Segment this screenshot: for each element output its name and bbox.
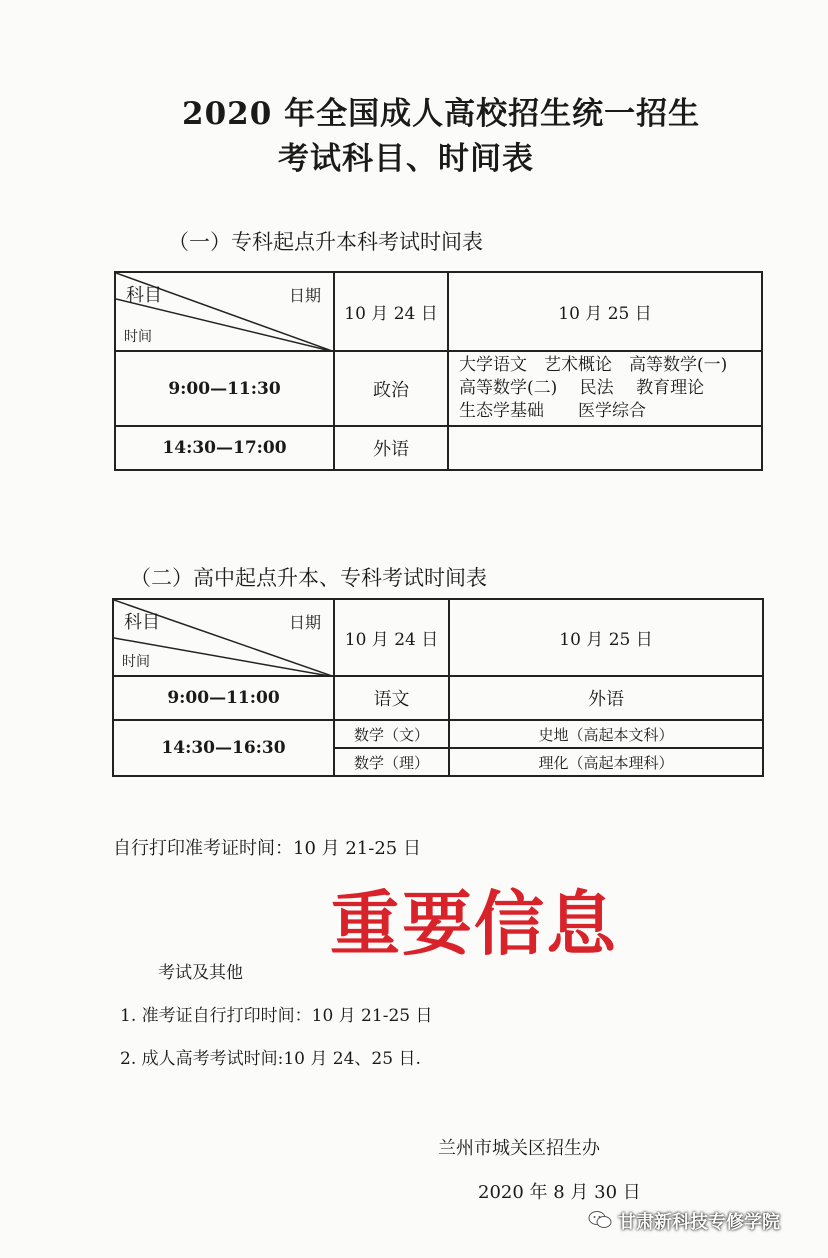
subject-label: 科目 [126,285,162,306]
time-label: 时间 [122,654,150,670]
wechat-icon [588,1210,612,1230]
watermark-text: 甘肃新科技专修学院 [618,1212,780,1233]
table2-row1-day1: 语文 [334,676,449,720]
table1-row1-time: 9:00—11:30 [115,351,334,426]
document-title-line1: 2020 年全国成人高校招生统一招生 [182,96,701,132]
table1-day1-header: 10 月 24 日 [334,272,448,351]
time-label: 时间 [124,329,152,345]
other-heading: 考试及其他 [158,963,243,983]
table2-day1-header: 10 月 24 日 [334,599,449,676]
table1-row1-day1: 政治 [334,351,448,426]
table2-row1-time: 9:00—11:00 [113,676,334,720]
document-title-line2: 考试科目、时间表 [278,141,534,177]
schedule-table-1 [114,271,763,471]
table1-row2-time: 14:30—17:00 [115,426,334,470]
date-label: 日期 [288,286,321,305]
table2-row2-day1-a: 数学（文） [334,720,449,748]
date-label: 日期 [288,613,321,632]
subject-line: 生态学基础 医学综合 [459,401,646,421]
table2-heading: （二）高中起点升本、专科考试时间表 [130,566,487,590]
table2-day2-header: 10 月 25 日 [449,599,763,676]
table2-row2-day2-a: 史地（高起本文科） [449,720,763,748]
table2-row1-day2: 外语 [449,676,763,720]
schedule-table-2 [112,598,764,777]
table2-row2-time: 14:30—16:30 [113,720,334,776]
table1-heading: （一）专科起点升本科考试时间表 [168,230,483,254]
important-label: 重要信息 [330,883,618,965]
other-item-1: 1. 准考证自行打印时间：10 月 21-25 日 [120,1006,433,1026]
table1-row1-day2 [448,351,762,426]
table1-row2-day1: 外语 [334,426,448,470]
signature-org: 兰州市城关区招生办 [438,1138,600,1159]
subject-line: 大学语文 艺术概论 高等数学(一) [459,355,728,375]
table1-corner-cell [115,272,334,351]
table1-day2-header: 10 月 25 日 [448,272,762,351]
table1-row2-day2 [448,426,762,470]
other-item-2: 2. 成人高考考试时间:10 月 24、25 日. [120,1049,421,1069]
table2-corner-cell [113,599,334,676]
table2-row2-day2-b: 理化（高起本理科） [449,748,763,776]
subject-line: 高等数学(二) 民法 教育理论 [459,378,705,398]
signature-date: 2020 年 8 月 30 日 [478,1182,641,1203]
subject-label: 科目 [124,612,160,633]
print-notice: 自行打印准考证时间：10 月 21-25 日 [113,838,421,859]
table2-row2-day1-b: 数学（理） [334,748,449,776]
